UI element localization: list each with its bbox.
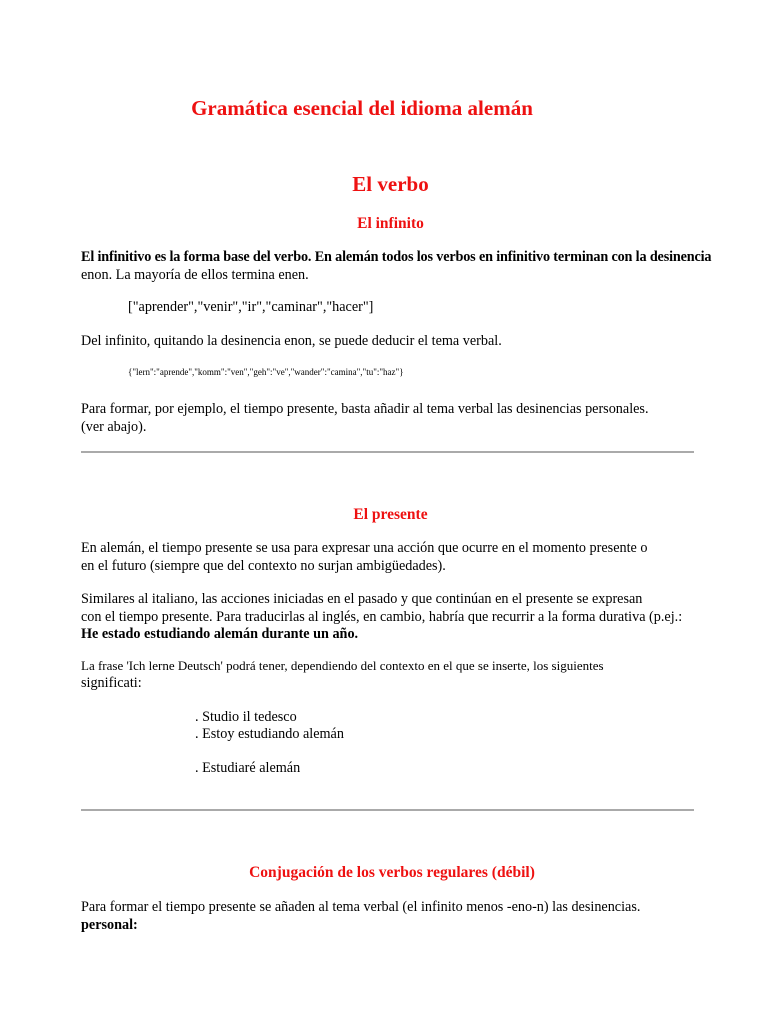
- infinitive-p3-line-1: Para formar, por ejemplo, el tiempo presente, basta añadir al tema verbal las desinencias personales.: [81, 401, 649, 417]
- document-title: Gramática esencial del idioma alemán: [191, 96, 533, 120]
- present-p3-line-2: significati:: [81, 675, 142, 691]
- present-heading: El presente: [353, 506, 428, 523]
- infinitive-p3-line-2: (ver abajo).: [81, 418, 147, 435]
- meaning-2: . Estoy estudiando alemán: [195, 726, 344, 742]
- infinitive-definition-bold: El infinitivo es la forma base del verbo. En alemán todos los verbos en infinitivo terminan con la desinencia: [81, 249, 712, 265]
- infinitive-heading: El infinito: [357, 215, 424, 232]
- present-p2-line-1: Similares al italiano, las acciones iniciadas en el pasado y que continúan en el presente se expresan: [81, 591, 643, 607]
- infinitive-paragraph-3: [81, 401, 731, 436]
- meaning-1: . Studio il tedesco: [195, 709, 297, 725]
- present-p1-line-1: En alemán, el tiempo presente se usa para expresar una acción que ocurre en el momento presente o: [81, 540, 648, 556]
- infinitive-paragraph-2: Del infinito, quitando la desinencia enon, se puede deducir el tema verbal.: [81, 333, 502, 349]
- conjugation-paragraph: [81, 899, 731, 934]
- present-p2-example: He estado estudiando alemán durante un año.: [81, 626, 359, 642]
- conjugation-p1: Para formar el tiempo presente se añaden al tema verbal (el infinito menos -eno-n) las desinencias.: [81, 899, 641, 915]
- infinitive-examples: ["aprender","venir","ir","caminar","hacer"]: [128, 299, 374, 315]
- meaning-3: . Estudiaré alemán: [195, 760, 301, 776]
- present-paragraph-3: [81, 657, 731, 693]
- infinitive-paragraph-1: [81, 249, 751, 284]
- conjugation-p1-bold: personal:: [81, 916, 138, 933]
- present-p1-line-2: en el futuro (siempre que del contexto no surjan ambigüedades).: [81, 557, 446, 574]
- present-p3-line-1: La frase 'Ich lerne Deutsch' podrá tener, dependiendo del contexto en el que se inserte, los siguientes: [81, 658, 604, 673]
- present-paragraph-1: [81, 540, 731, 575]
- conjugation-heading: Conjugación de los verbos regulares (débil): [249, 864, 535, 881]
- section-title: El verbo: [352, 172, 429, 196]
- present-p2-line-2: con el tiempo presente. Para traducirlas al inglés, en cambio, habría que recurrir a la forma durativa (p.ej.:: [81, 608, 683, 625]
- divider-1: [81, 451, 694, 453]
- divider-2: [81, 809, 694, 811]
- infinitive-definition-rest: enon. La mayoría de ellos termina enen.: [81, 266, 309, 283]
- verb-stems: {"lern":"aprende","komm":"ven","geh":"ve","wander":"camina","tu":"haz"}: [128, 367, 404, 377]
- present-paragraph-2: [81, 591, 731, 644]
